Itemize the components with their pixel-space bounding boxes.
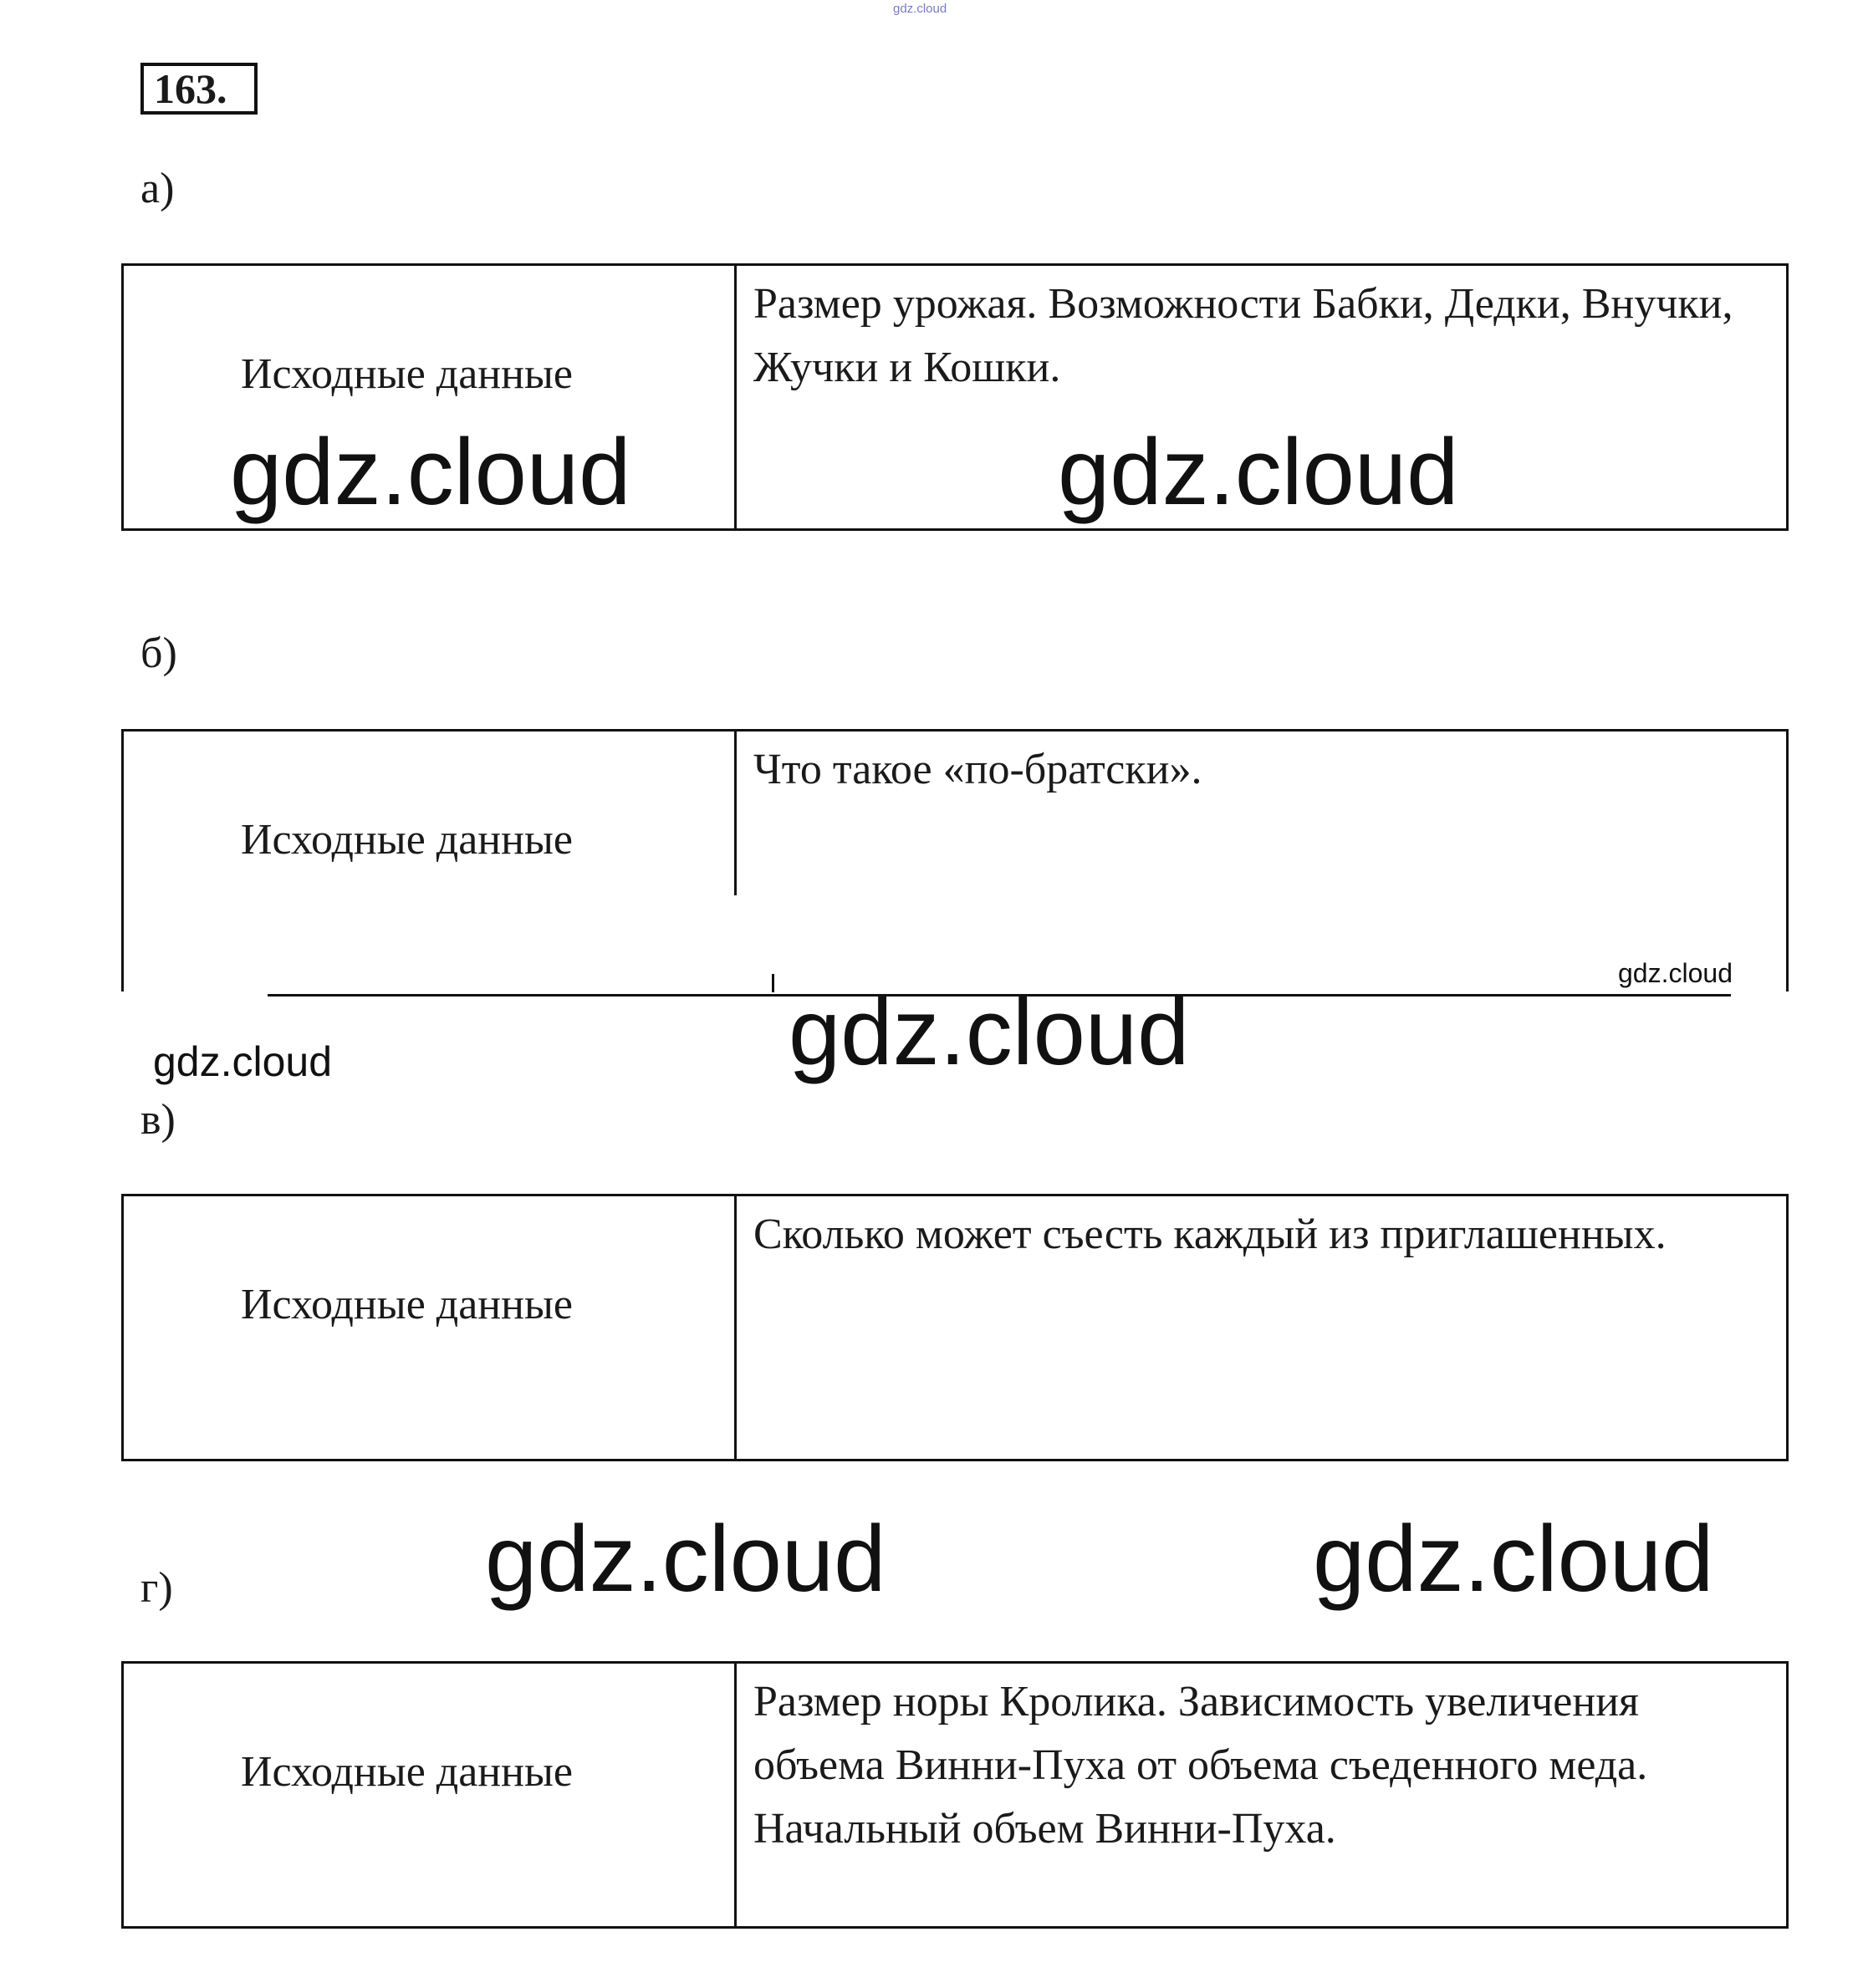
table-cell-right: Размер норы Кролика. Зависимость увеличения объема Винни-Пуха от объема съеденного меда. Начальный объем Винни-Пуха.	[753, 1678, 1648, 1853]
source-data-label: Исходные данные	[241, 1281, 573, 1328]
table-cell-left	[124, 1196, 734, 1459]
table-divider	[734, 266, 737, 528]
source-data-label: Исходные данные	[241, 816, 573, 864]
table-cell-left	[124, 731, 734, 994]
problem-number: 163.	[140, 63, 258, 115]
section-label-g: г)	[140, 1564, 173, 1612]
task-table-g	[121, 1661, 1789, 1929]
table-cell-right: Сколько может съесть каждый из приглашенных.	[753, 1211, 1667, 1258]
watermark: gdz.cloud	[485, 1506, 886, 1611]
section-label-v: в)	[140, 1096, 176, 1144]
table-divider	[734, 1664, 737, 1926]
task-table-b	[121, 729, 1789, 997]
watermark: gdz.cloud	[1618, 958, 1733, 988]
table-cell-right: Что такое «по-братски».	[753, 746, 1202, 793]
tick-mark	[772, 974, 774, 992]
watermark: gdz.cloud	[1058, 420, 1459, 524]
task-table-v	[121, 1194, 1789, 1461]
watermark: gdz.cloud	[230, 420, 631, 524]
table-border-gap	[1731, 991, 1789, 997]
table-divider	[734, 731, 737, 895]
table-border-gap	[121, 991, 268, 997]
section-label-b: б)	[140, 630, 177, 677]
site-watermark-top: gdz.cloud	[893, 2, 947, 16]
table-cell-right: Размер урожая. Возможности Бабки, Дедки, Внучки, Жучки и Кошки.	[753, 280, 1733, 391]
watermark: gdz.cloud	[153, 1038, 333, 1085]
table-divider	[734, 1196, 737, 1459]
source-data-label: Исходные данные	[241, 350, 573, 398]
watermark: gdz.cloud	[789, 980, 1190, 1084]
source-data-label: Исходные данные	[241, 1748, 573, 1796]
table-cell-left	[124, 1664, 734, 1926]
section-label-a: а)	[140, 165, 175, 212]
watermark: gdz.cloud	[1313, 1506, 1714, 1611]
